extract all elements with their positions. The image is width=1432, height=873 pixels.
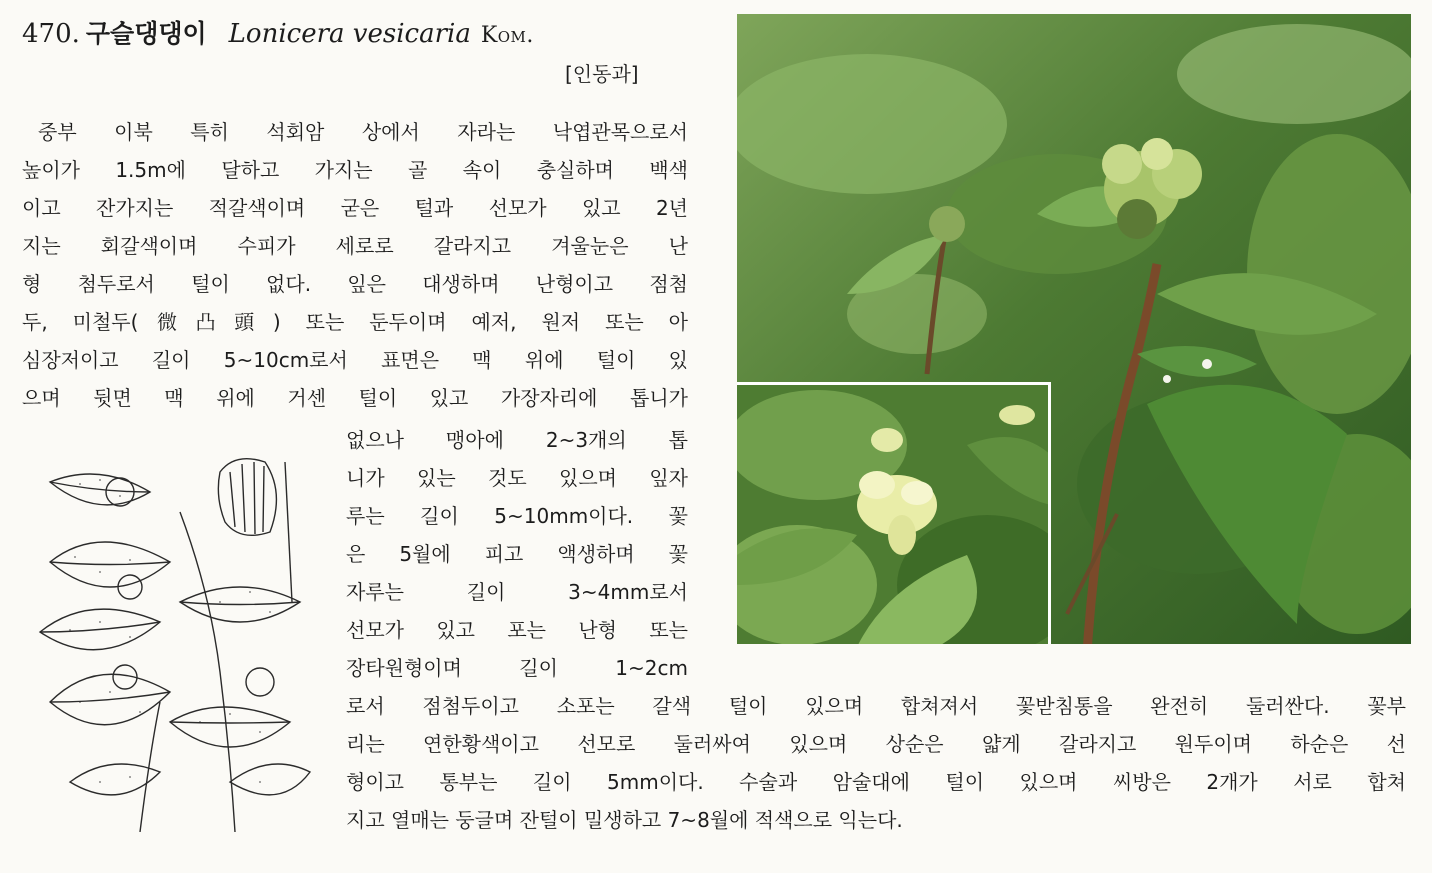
description-line: 심장저이고 길이 5~10cm로서 표면은 맥 위에 털이 있 — [22, 348, 688, 372]
description-line: 루는 길이 5~10mm이다. 꽃 — [346, 504, 688, 528]
author-abbreviation: Kom. — [480, 23, 534, 48]
description-line: 형 첨두로서 털이 없다. 잎은 대생하며 난형이고 점첨 — [22, 272, 688, 296]
description-line: 형이고 통부는 길이 5mm이다. 수술과 암술대에 털이 있으며 씨방은 2개가 서로 합쳐 — [346, 770, 1406, 794]
scientific-name: Lonicera vesicaria — [228, 19, 471, 49]
entry-heading — [22, 14, 534, 54]
description-line: 리는 연한황색이고 선모로 둘러싸여 있으며 상순은 얇게 갈라지고 원두이며 하순은 선 — [346, 732, 1406, 756]
description-line: 없으나 맹아에 2~3개의 톱 — [346, 428, 688, 452]
description-line: 선모가 있고 포는 난형 또는 — [346, 618, 688, 642]
description-line: 자루는 길이 3~4mm로서 — [346, 580, 688, 604]
plant-photo-inset — [737, 382, 1051, 644]
korean-name: 구슬댕댕이 — [85, 19, 207, 48]
description-line: 두, 미철두(微凸頭) 또는 둔두이며 예저, 원저 또는 아 — [22, 310, 688, 334]
description-line: 이고 잔가지는 적갈색이며 굳은 털과 선모가 있고 2년 — [22, 196, 688, 220]
description-line: 중부 이북 특히 석회암 상에서 자라는 낙엽관목으로서 — [38, 120, 688, 144]
description-line: 지는 회갈색이며 수피가 세로로 갈라지고 겨울눈은 난 — [22, 234, 688, 258]
entry-number: 470. — [22, 19, 80, 49]
description-line: 은 5월에 피고 액생하며 꽃 — [346, 542, 688, 566]
description-line: 로서 점첨두이고 소포는 갈색 털이 있으며 합쳐져서 꽃받침통을 완전히 둘러싼다. 꽃부 — [346, 694, 1406, 718]
description-line: 지고 열매는 둥글며 잔털이 밀생하고 7~8월에 적색으로 익는다. — [346, 808, 903, 832]
description-line: 으며 뒷면 맥 위에 거센 털이 있고 가장자리에 톱니가 — [22, 386, 688, 410]
description-line: 장타원형이며 길이 1~2cm — [346, 656, 688, 680]
botanical-illustration — [30, 452, 330, 832]
description-line: 니가 있는 것도 있으며 잎자 — [346, 466, 688, 490]
description-line: 높이가 1.5m에 달하고 가지는 골 속이 충실하며 백색 — [22, 158, 688, 182]
family-name: [인동과] — [565, 62, 639, 86]
